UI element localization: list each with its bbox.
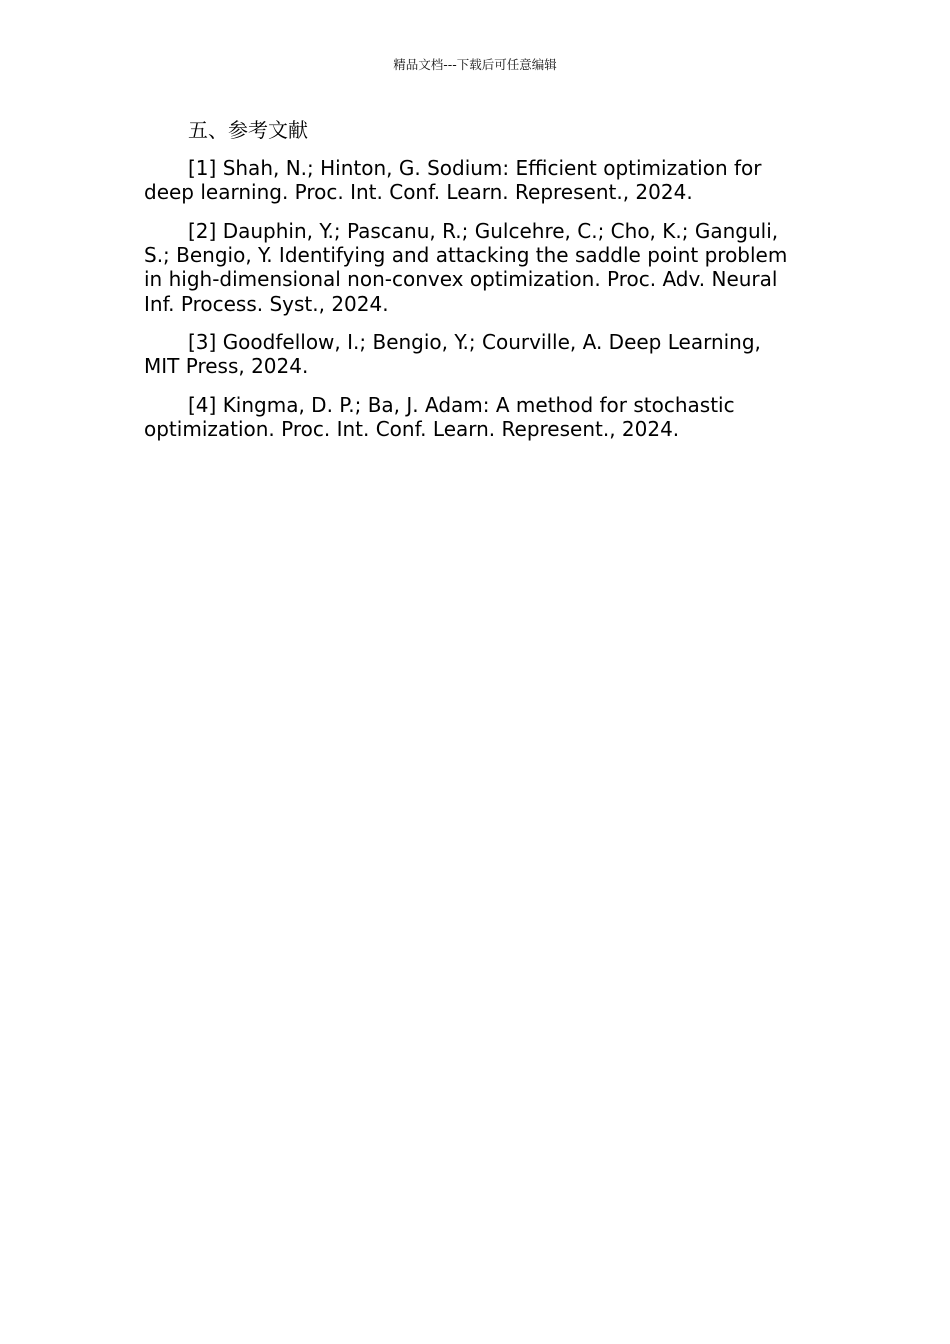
reference-item: [3] Goodfellow, I.; Bengio, Y.; Courville, A. Deep Learning, MIT Press, 2024. [144,330,761,379]
reference-list [144,156,800,442]
reference-item: [2] Dauphin, Y.; Pascanu, R.; Gulcehre, C.; Cho, K.; Ganguli, S.; Bengio, Y. Identifying and attacking the saddle point problem in high-dimensional non-convex optimization. Proc. Adv. Neural Inf. Process. Syst., 2024. [144,218,788,316]
section-heading: 五、参考文献 [188,118,308,142]
reference-item: [4] Kingma, D. P.; Ba, J. Adam: A method for stochastic optimization. Proc. Int. Conf. Learn. Represent., 2024. [144,393,735,442]
document-body [144,116,800,456]
page-header: 精品文档---下载后可任意编辑 [393,57,557,72]
reference-item: [1] Shah, N.; Hinton, G. Sodium: Efficient optimization for deep learning. Proc. Int. Conf. Learn. Represent., 2024. [144,156,762,205]
